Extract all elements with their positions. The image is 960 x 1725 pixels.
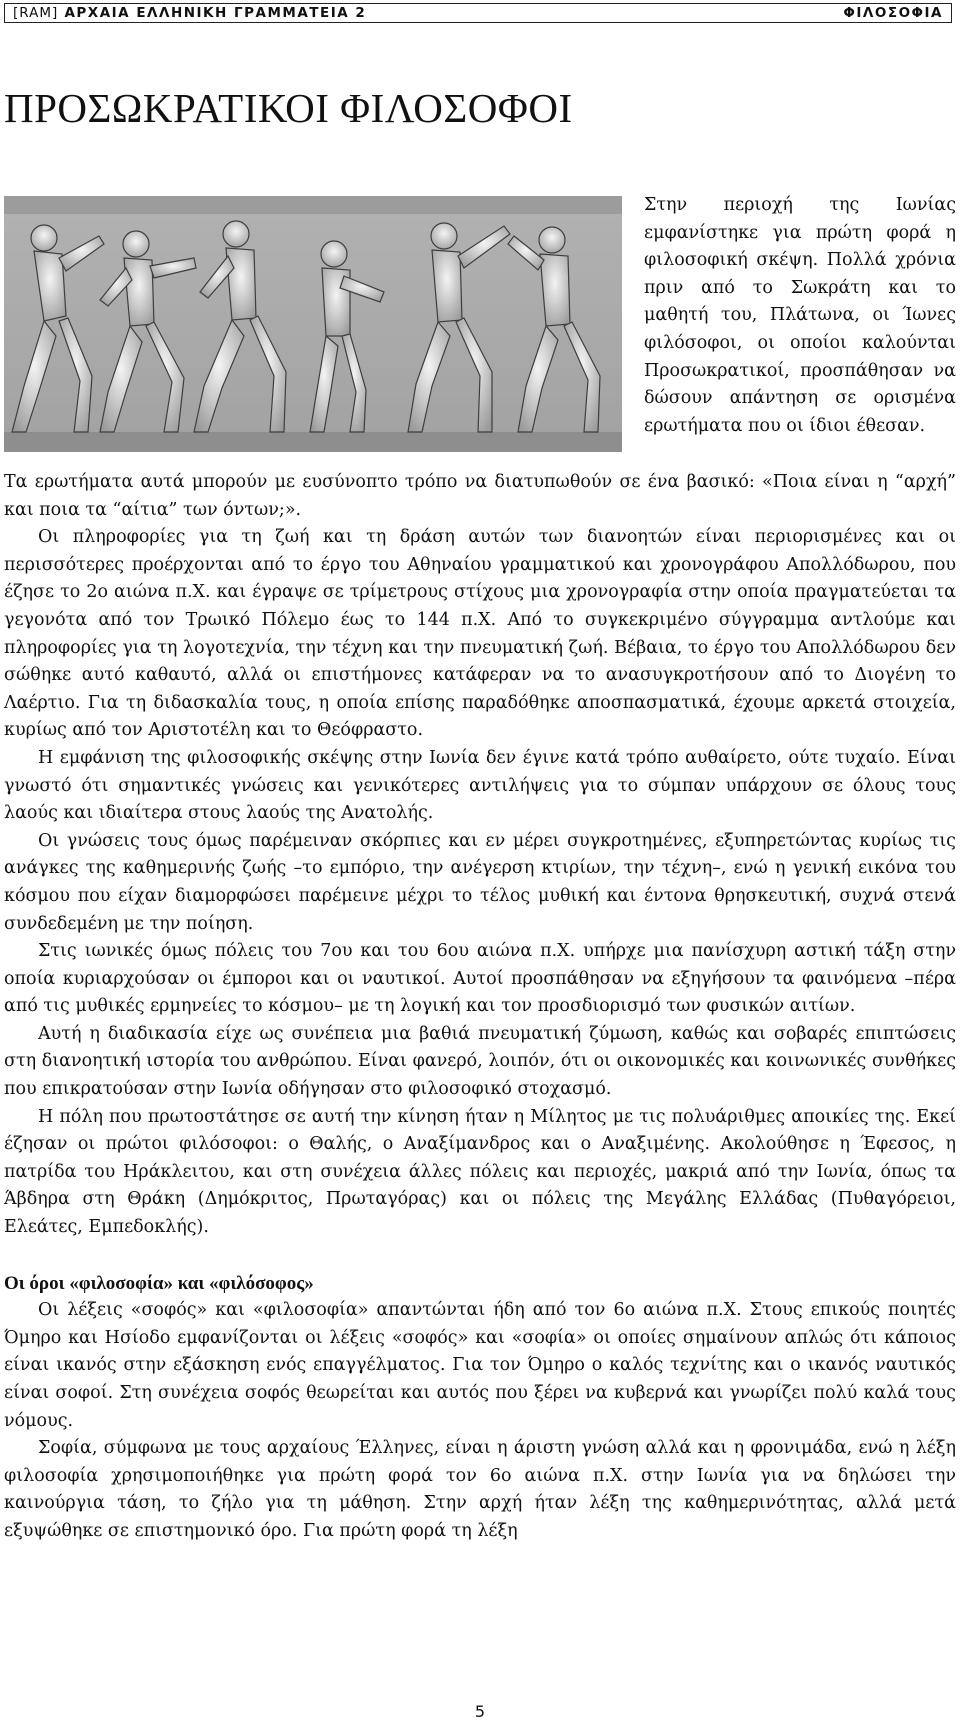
paragraph: Οι λέξεις «σοφός» και «φιλοσοφία» απαντώνται ήδη από τον 6ο αιώνα π.Χ. Στους επικούς ποιητές Όμηρο και Ησίοδο εμφανίζονται οι λέξεις «σοφός» και «σοφία» οι οποίες σημαίνουν απλώς ότι κάποιος είναι ικανός στην εξάσκηση ενός επαγγέλματος. Για τον Όμηρο ο καλός τεχνίτης και ο ικανός ναυτικός είναι σοφοί. Στη συνέχεια σοφός θεωρείται και αυτός που ξέρει να κυβερνά και γνωρίζει πολύ καλά τους νόμους.: [4, 1300, 956, 1431]
header-book-title: ΑΡΧΑΙΑ ΕΛΛΗΝΙΚΗ ΓΡΑΜΜΑΤΕΙΑ 2: [64, 5, 367, 21]
running-header: [4, 3, 952, 23]
relief-sculpture-image: [4, 196, 622, 452]
paragraph: Η πόλη που πρωτοστάτησε σε αυτή την κίνηση ήταν η Μίλητος με τις πολυάριθμες αποικίες της. Εκεί έζησαν οι πρώτοι φιλόσοφοι: ο Θαλής, ο Αναξίμανδρος και ο Αναξιμένης. Ακολούθησε η Έφεσος, η πατρίδα του Ηράκλειτου, και στη συνέχεια άλλες πόλεις και περιοχές, μακριά από την Ιωνία, όπως τα Άβδηρα στη Θράκη (Δημόκριτος, Πρωταγόρας) και οι πόλεις της Μεγάλης Ελλάδας (Πυθαγόρειοι, Ελεάτες, Εμπεδοκλής).: [4, 1106, 956, 1238]
paragraph: Στις ιωνικές όμως πόλεις του 7ου και του 6ου αιώνα π.Χ. υπήρχε μια πανίσχυρη αστική τάξη στην οποία κυριαρχούσαν οι έμποροι και οι ναυτικοί. Αυτοί προσπάθησαν να εξηγήσουν τα φαινόμενα –πέρα από τις μυθικές ερμηνείες το κόσμου– με τη λογική και τον προσδιορισμό των φυσικών αιτίων.: [4, 941, 956, 1017]
paragraph: Οι γνώσεις τους όμως παρέμειναν σκόρπιες και εν μέρει συγκροτημένες, εξυπηρετώντας κυρίως τις ανάγκες της καθημερινής ζωής –το εμπόριο, την ανέγερση κτιρίων, την τέχνη–, ενώ η γενική εικόνα του κόσμου που είχαν διαμορφώσει παρέμεινε μέχρι το τέλος μυθική και έντονα θρησκευτική, συχνά στενά συνδεδεμένη με την ποίηση.: [4, 830, 956, 934]
header-subject: ΦΙΛΟΣΟΦΙΑ: [843, 5, 943, 21]
paragraph: Αυτή η διαδικασία είχε ως συνέπεια μια βαθιά πνευματική ζύμωση, καθώς και σοβαρές επιπτώσεις στη διανοητική ιστορία του ανθρώπου. Είναι φανερό, λοιπόν, ότι οι οικονομικές και κοινωνικές συνθήκες που επικρατούσαν στην Ιωνία οδήγησαν στο φιλοσοφικό στοχασμό.: [4, 1023, 956, 1100]
article-body: [4, 469, 956, 1546]
paragraph: Οι πληροφορίες για τη ζωή και τη δράση αυτών των διανοητών είναι περιορισμένες και οι περισσότερες προέρχονται από το έργο του Αθηναίου γραμματικού και χρονογράφου Απολλόδωρου, που έζησε το 2ο αιώνα π.Χ. και έγραψε σε τρίμετρους στίχους μια χρονογραφία στην οποία πραγματεύεται τα γεγονότα από τον Τρωικό Πόλεμο έως το 144 π.Χ. Από το συγκεκριμένο σύγγραμμα αντλούμε και πληροφορίες για τη λογοτεχνία, την τέχνη και την πνευματική ζωή. Βέβαια, το έργο του Απολλόδωρου δεν σώθηκε αυτό καθαυτό, αλλά οι επιστήμονες κατάφεραν να το ανασυγκροτήσουν από το Διογένη το Λαέρτιο. Για τη διδασκαλία τους, η οποία επίσης παραδόθηκε αποσπασματικά, έχουμε αρκετά στοιχεία, κυρίως από τον Αριστοτέλη και το Θεόφραστο.: [4, 527, 956, 741]
section-heading: Οι όροι «φιλοσοφία» και «φιλόσοφος»: [4, 1272, 314, 1294]
page-title: ΠΡΟΣΩΚΡΑΤΙΚΟΙ ΦΙΛΟΣΟΦΟΙ: [4, 85, 573, 131]
paragraph: Τα ερωτήματα αυτά μπορούν με ευσύνοπτο τρόπο να διατυπωθούν σε ένα βασικό: «Ποια είναι η “αρχή” και ποια τα “αίτια” των όντων;».: [4, 472, 956, 520]
header-tag: [RAM]: [13, 5, 59, 21]
page-number: 5: [474, 1702, 486, 1721]
paragraph: Σοφία, σύμφωνα με τους αρχαίους Έλληνες, είναι η άριστη γνώση αλλά και η φρονιμάδα, ενώ η λέξη φιλοσοφία χρησιμοποιήθηκε για πρώτη φορά τον 6ο αιώνα π.Χ. στην Ιωνία για να δηλώσει την καινούργια τάση, το ζήλο για τη μάθηση. Στην αρχή ήταν λέξη της καθημερινότητας, αλλά μετά εξυψώθηκε σε επιστημονικό όρο. Για πρώτη φορά τη λέξη: [4, 1438, 956, 1541]
intro-paragraph: Στην περιοχή της Ιωνίας εμφανίστηκε για πρώτη φορά η φιλοσοφική σκέψη. Πολλά χρόνια πριν από το Σωκράτη και το μαθητή του, Πλάτωνα, οι Ίωνες φιλόσοφοι, οι οποίοι καλούνται Προσωκρατικοί, προσπάθησαν να δώσουν απάντηση σε ορισμένα ερωτήματα που οι ίδιοι έθεσαν.: [644, 195, 956, 436]
paragraph: Η εμφάνιση της φιλοσοφικής σκέψης στην Ιωνία δεν έγινε κατά τρόπο αυθαίρετο, ούτε τυχαίο. Είναι γνωστό ότι σημαντικές γνώσεις και γενικότερες αντιλήψεις για το σύμπαν υπάρχουν σε όλους τους λαούς και ιδιαίτερα στους λαούς της Ανατολής.: [4, 747, 956, 824]
